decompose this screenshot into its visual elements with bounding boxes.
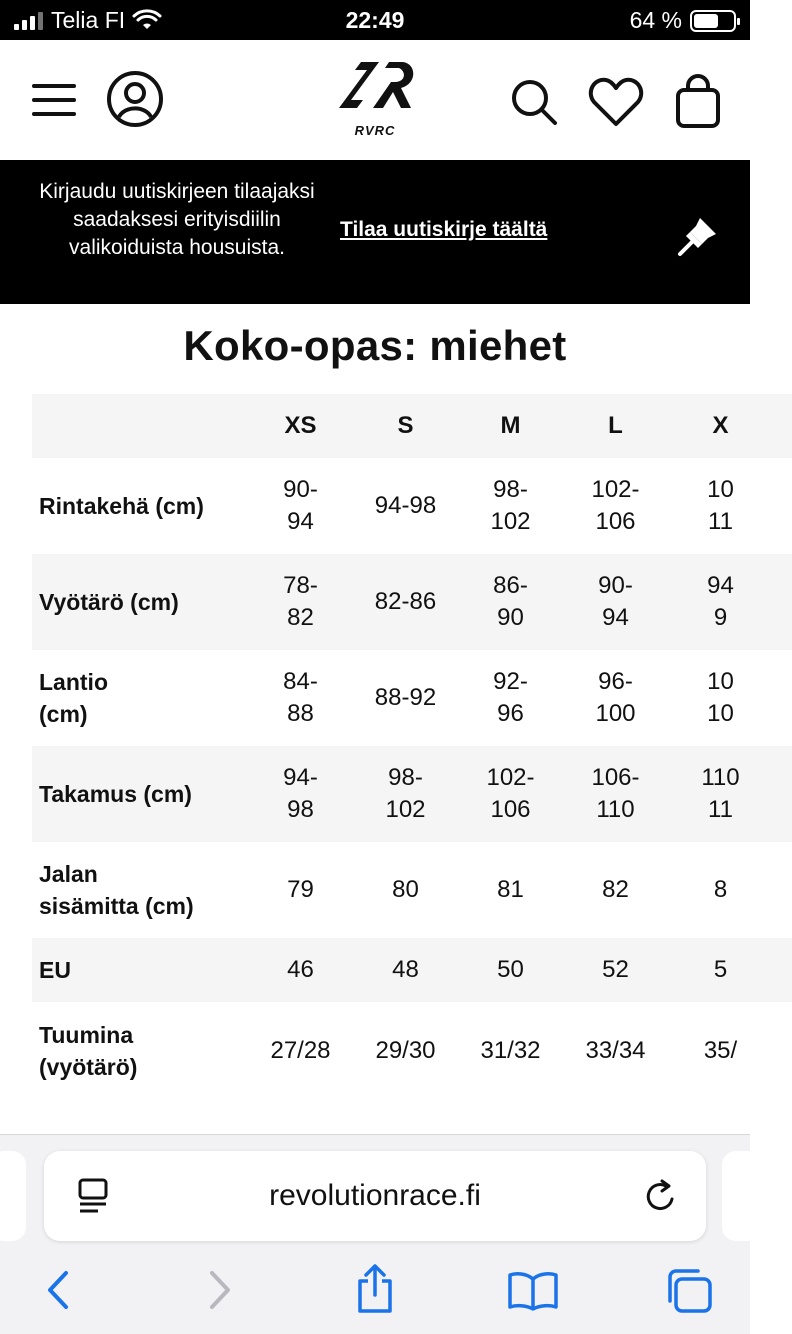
table-row [32, 938, 792, 1002]
table-cell: 31/32 [480, 1037, 541, 1064]
table-cell: 10 10 [707, 668, 734, 727]
browser-toolbar [0, 1134, 750, 1334]
logo[interactable] [333, 60, 417, 138]
table-cell: 102- 106 [486, 764, 535, 823]
battery-percent: 64 % [629, 7, 682, 33]
status-bar [0, 0, 750, 40]
table-row [32, 458, 792, 554]
table-cell: 90- 94 [283, 476, 318, 535]
table-row [32, 842, 792, 938]
table-cell: 50 [497, 956, 524, 983]
row-label: Takamus (cm) [39, 781, 192, 807]
table-cell: 90- 94 [598, 572, 633, 631]
table-cell: 94- 98 [283, 764, 318, 823]
table-cell: 78- 82 [283, 572, 318, 631]
row-label: Vyötärö (cm) [39, 589, 179, 615]
table-cell: 48 [392, 956, 419, 983]
table-cell: 82-86 [374, 588, 437, 615]
table-cell: 27/28 [270, 1037, 331, 1064]
table-cell: 110 11 [701, 764, 740, 823]
table-cell: 52 [602, 956, 629, 983]
table-row [32, 1002, 792, 1100]
table-cell: 98- 102 [385, 764, 426, 823]
logo-text: RVRC [354, 123, 396, 138]
back-icon[interactable] [44, 1269, 72, 1311]
tabs-icon[interactable] [664, 1267, 714, 1315]
size-header-cell: X [712, 412, 729, 439]
table-cell: 10 11 [707, 476, 734, 535]
size-header-cell: S [397, 412, 414, 439]
size-header-cell: L [608, 412, 623, 439]
table-cell: 46 [287, 956, 314, 983]
table-cell: 106- 110 [591, 764, 640, 823]
row-label: Jalan sisämitta (cm) [39, 861, 194, 919]
address-bar[interactable] [44, 1151, 706, 1241]
table-row [32, 650, 792, 746]
table-row [32, 746, 792, 842]
menu-icon[interactable] [32, 82, 76, 118]
row-label: Rintakehä (cm) [39, 493, 204, 519]
table-cell: 86- 90 [493, 572, 528, 631]
page-title: Koko-opas: miehet [183, 322, 567, 369]
forward-icon[interactable] [206, 1269, 234, 1311]
reload-icon[interactable] [644, 1179, 678, 1215]
row-label: Lantio (cm) [39, 669, 108, 727]
table-cell: 82 [602, 876, 629, 903]
table-cell: 96- 100 [595, 668, 636, 727]
table-cell: 94 9 [707, 572, 734, 631]
size-guide-table[interactable] [32, 394, 740, 1100]
table-cell: 84- 88 [283, 668, 318, 727]
previous-tab-peek[interactable] [0, 1151, 26, 1241]
table-cell: 80 [392, 876, 419, 903]
search-icon[interactable] [510, 78, 558, 126]
pin-icon[interactable] [676, 214, 720, 258]
logo-mark-icon [333, 60, 417, 116]
url-text[interactable]: revolutionrace.fi [269, 1179, 481, 1212]
size-header-cell: XS [284, 412, 317, 439]
table-cell: 98- 102 [490, 476, 531, 535]
table-header-row [32, 394, 792, 458]
account-icon[interactable] [106, 70, 164, 128]
table-cell: 81 [497, 876, 524, 903]
table-row [32, 554, 792, 650]
newsletter-banner-text: Kirjaudu uutiskirjeen tilaajaksi saadaksesi erityisdiilin valikoiduista housuista. [39, 180, 315, 259]
heart-icon[interactable] [588, 76, 644, 128]
share-icon[interactable] [354, 1263, 396, 1315]
row-label: Tuumina (vyötärö) [39, 1022, 138, 1080]
table-cell: 33/34 [585, 1037, 646, 1064]
table-cell: 35/ [703, 1037, 738, 1064]
newsletter-banner [0, 160, 750, 304]
row-label: EU [39, 957, 71, 983]
table-cell: 94-98 [374, 492, 437, 519]
next-tab-peek[interactable] [722, 1151, 762, 1241]
table-cell: 8 [713, 876, 728, 903]
table-cell: 5 [713, 956, 728, 983]
table-cell: 88-92 [374, 684, 437, 711]
table-cell: 102- 106 [591, 476, 640, 535]
table-cell: 92- 96 [493, 668, 528, 727]
bookmarks-icon[interactable] [508, 1271, 558, 1311]
clock: 22:49 [345, 7, 405, 33]
bag-icon[interactable] [676, 74, 720, 128]
table-cell: 79 [287, 876, 314, 903]
size-header-cell: M [500, 412, 521, 439]
site-header [0, 40, 750, 160]
carrier-name: Telia FI [51, 7, 126, 33]
newsletter-signup-link[interactable]: Tilaa uutiskirje täältä [340, 218, 548, 241]
battery-icon [690, 10, 736, 32]
table-cell: 29/30 [375, 1037, 436, 1064]
